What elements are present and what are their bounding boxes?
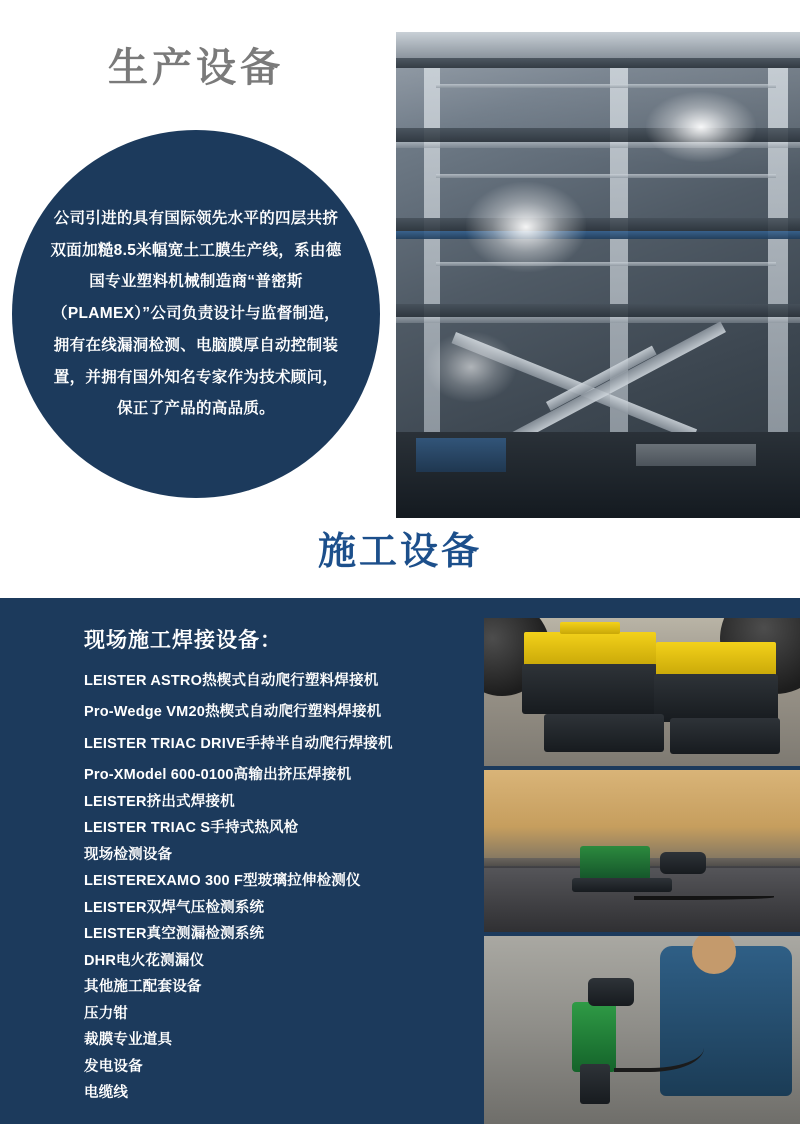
light-glare [466, 182, 586, 272]
production-blurb-text: 公司引进的具有国际领先水平的四层共挤双面加糙8.5米幅宽土工膜生产线，系由德国专业塑料机械制造商“普密斯（PLAMEX）”公司负责设计与监督制造，拥有在线漏洞检测、电脑膜厚自动控制装置，并拥有国外知名专家作为技术顾问，保正了产品的高品质。 [50, 209, 342, 418]
list-item: 现场检测设备 [84, 846, 173, 863]
welder-case [544, 714, 664, 752]
production-blurb-circle [12, 130, 380, 498]
construction-title: 施工设备 [317, 531, 482, 573]
light-glare [426, 332, 516, 402]
welder-case [670, 718, 780, 754]
welder-handle [560, 622, 620, 634]
welder-unit [524, 632, 656, 666]
device-base [572, 878, 672, 892]
list-item: LEISTER真空测漏检测系统 [84, 926, 265, 943]
device-handle [660, 852, 706, 874]
light-glare [646, 92, 756, 162]
list-item: LEISTER TRIAC S手持式热风枪 [84, 820, 299, 837]
beam-icon [396, 58, 800, 68]
welder-unit [656, 642, 776, 676]
machine-panel [636, 444, 756, 466]
platform-deck [396, 304, 800, 317]
list-item: Pro-Wedge VM20热楔式自动爬行塑料焊接机 [84, 704, 382, 721]
list-item: 电缆线 [84, 1085, 129, 1102]
list-item: 其他施工配套设备 [84, 979, 202, 996]
list-item: 发电设备 [84, 1058, 143, 1075]
welding-machines-photo [484, 618, 800, 766]
extrusion-welder [572, 1002, 616, 1072]
list-item: LEISTER双焊气压检测系统 [84, 899, 265, 916]
platform-deck [396, 317, 800, 323]
production-title: 生产设备 [108, 46, 284, 90]
testing-device [580, 846, 650, 880]
construction-photo-column [484, 618, 800, 1124]
list-item: LEISTEREXAMO 300 F型玻璃拉伸检测仪 [84, 873, 361, 890]
production-facility-photo [396, 32, 800, 518]
list-item: Pro-XModel 600-0100高输出挤压焊接机 [84, 767, 352, 784]
construction-section [0, 598, 800, 1124]
field-testing-photo [484, 770, 800, 932]
welder-case [654, 674, 778, 722]
welder-nozzle [580, 1064, 610, 1104]
welder-motor [588, 978, 634, 1006]
list-item: LEISTER TRIAC DRIVE手持半自动爬行焊接机 [84, 735, 393, 752]
list-item: 裁膜专业道具 [84, 1032, 173, 1049]
equipment-list [0, 598, 478, 1124]
railing [436, 174, 776, 178]
beam-icon [396, 32, 800, 58]
equipment-list-heading: 现场施工焊接设备： [84, 629, 282, 652]
list-item: DHR电火花测漏仪 [84, 952, 205, 969]
platform-deck [396, 218, 800, 231]
list-item: LEISTER ASTRO热楔式自动爬行塑料焊接机 [84, 673, 379, 689]
machine-panel [416, 438, 506, 472]
production-text-block [0, 0, 398, 520]
welder-case [522, 664, 658, 714]
list-item: LEISTER挤出式焊接机 [84, 793, 235, 810]
railing [436, 84, 776, 88]
list-item: 压力钳 [84, 1005, 129, 1022]
worker-welding-photo [484, 936, 800, 1124]
platform-rail [396, 231, 800, 239]
